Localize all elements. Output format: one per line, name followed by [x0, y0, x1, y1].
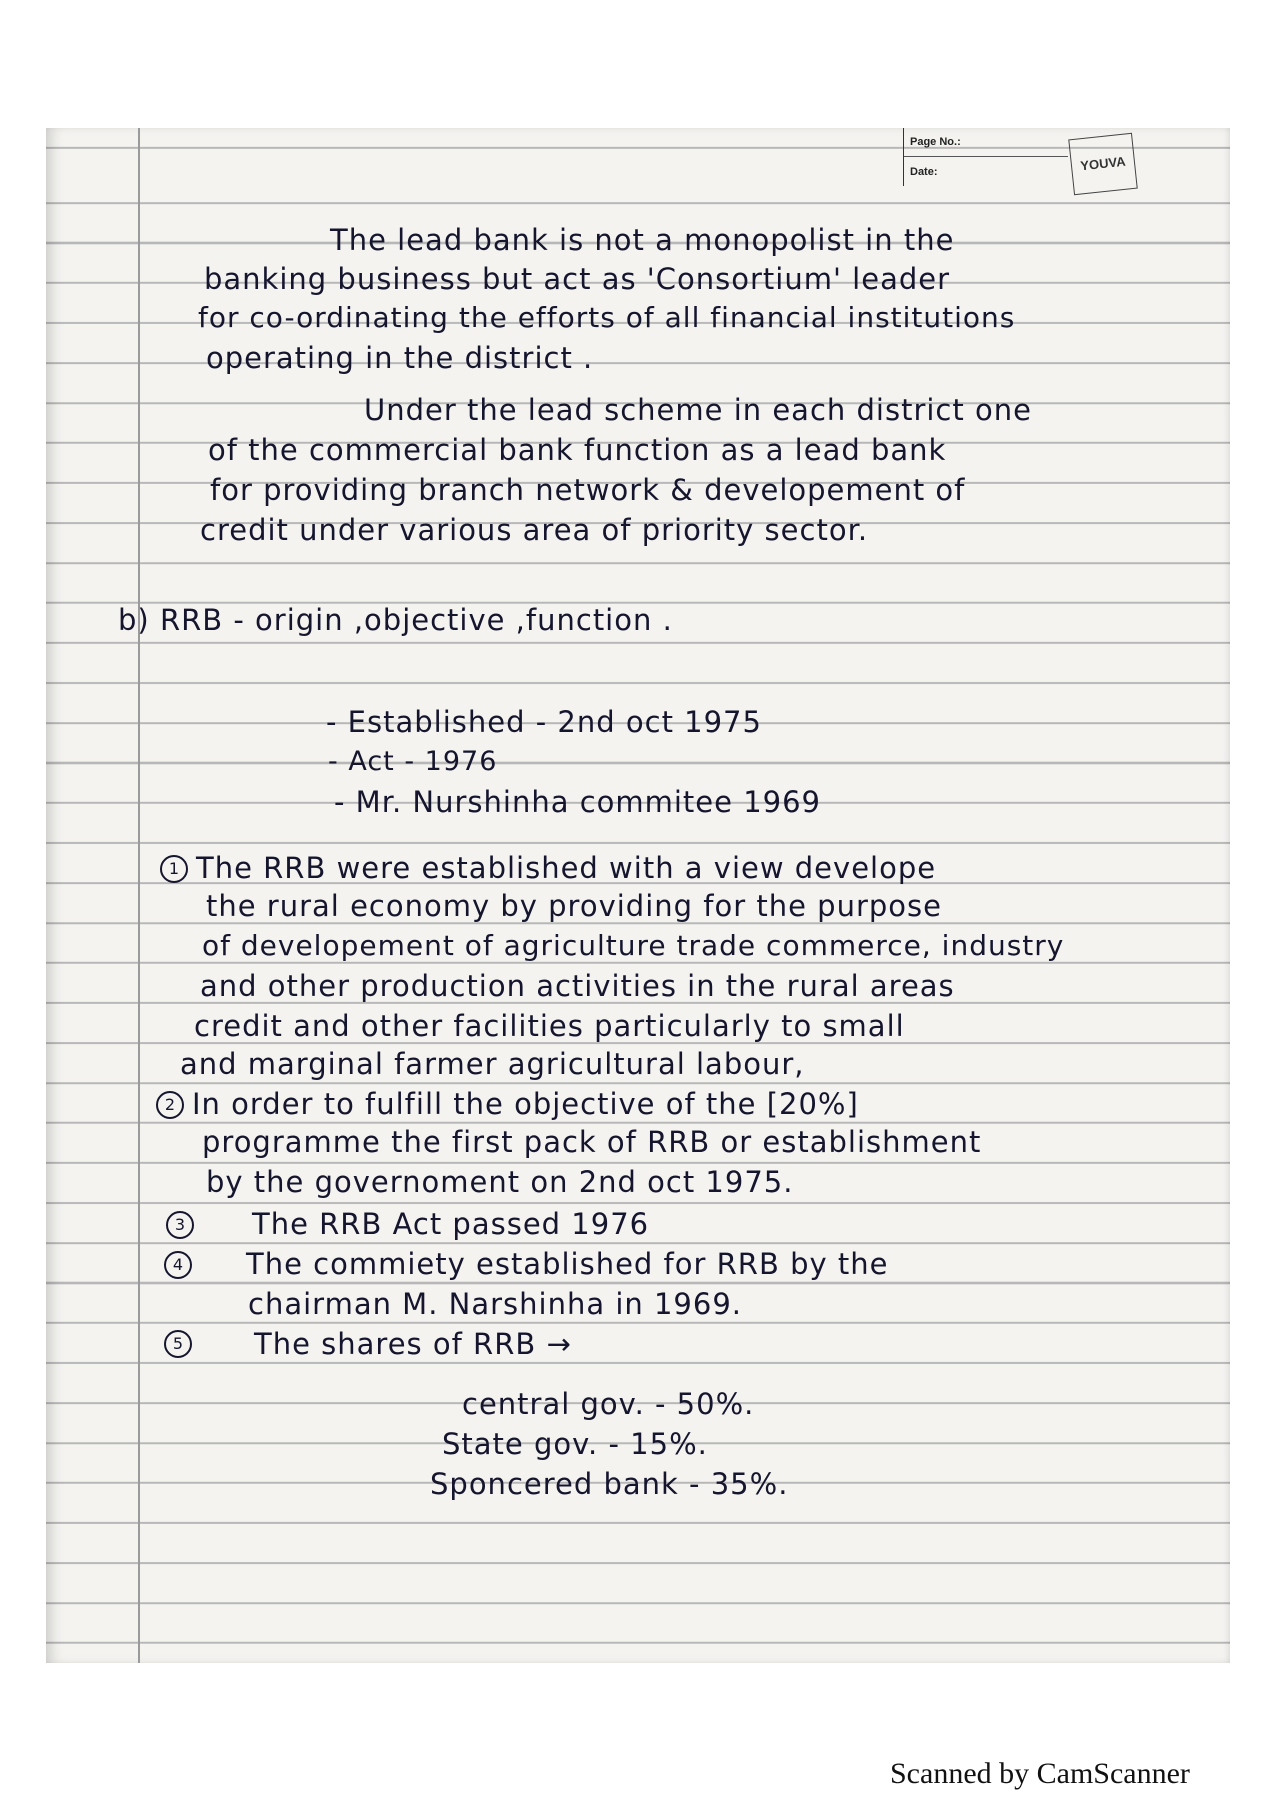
share-item: central gov. - 50%.	[462, 1387, 755, 1421]
text-line: and other production activities in the rural areas	[200, 969, 955, 1003]
header-divider	[904, 156, 1068, 157]
text-line: operating in the district .	[206, 341, 594, 375]
text-line: of the commercial bank function as a lead bank	[208, 433, 947, 467]
text-line: of developement of agriculture trade commerce, industry	[202, 929, 1065, 962]
section-heading: b) RRB - origin ,objective ,function .	[118, 603, 673, 637]
text-line: and marginal farmer agricultural labour,	[180, 1047, 805, 1081]
text-line: The RRB were established with a view develope	[196, 851, 937, 885]
text-line: The shares of RRB →	[254, 1327, 572, 1361]
text-line: The RRB Act passed 1976	[252, 1207, 650, 1241]
margin-line	[138, 128, 140, 1663]
text-line: The lead bank is not a monopolist in the	[330, 223, 955, 257]
text-line: The commiety established for RRB by the	[246, 1247, 889, 1281]
point-number: 4	[164, 1251, 192, 1279]
point-number: 2	[156, 1091, 184, 1119]
notebook-page	[46, 128, 1230, 1663]
share-item: State gov. - 15%.	[442, 1427, 708, 1461]
text-line: by the governoment on 2nd oct 1975.	[206, 1165, 794, 1199]
page-header-box	[903, 128, 1068, 186]
text-line: banking business but act as 'Consortium' leader	[204, 262, 951, 296]
fact-item: - Established - 2nd oct 1975	[326, 705, 762, 739]
share-item: Sponcered bank - 35%.	[430, 1467, 789, 1501]
date-label: Date:	[910, 166, 938, 178]
text-line: for providing branch network & developement of	[210, 473, 966, 507]
point-number: 1	[160, 855, 188, 883]
text-line: for co-ordinating the efforts of all financial institutions	[198, 301, 1016, 334]
text-line: Under the lead scheme in each district one	[364, 393, 1032, 427]
brand-logo: YOUVA	[1068, 133, 1138, 195]
fact-item: - Mr. Nurshinha commitee 1969	[334, 785, 822, 819]
text-line: chairman M. Narshinha in 1969.	[248, 1287, 742, 1321]
point-number: 3	[166, 1211, 194, 1239]
point-number: 5	[164, 1330, 192, 1358]
text-line: the rural economy by providing for the purpose	[206, 889, 942, 923]
text-line: credit and other facilities particularly to small	[194, 1009, 905, 1043]
text-line: programme the first pack of RRB or establishment	[202, 1125, 982, 1159]
text-line: In order to fulfill the objective of the [20%]	[192, 1087, 859, 1121]
fact-item: - Act - 1976	[328, 746, 498, 777]
page-no-label: Page No.:	[910, 136, 961, 148]
text-line: credit under various area of priority sector.	[200, 513, 869, 547]
scanner-watermark: Scanned by CamScanner	[890, 1757, 1190, 1790]
